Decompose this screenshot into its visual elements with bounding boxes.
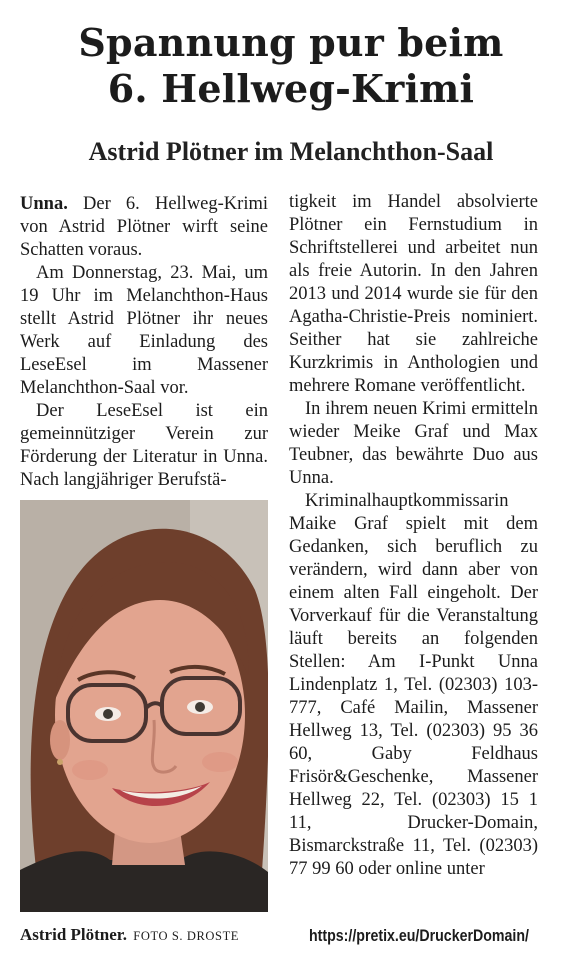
author-photo — [20, 500, 268, 912]
photo-credit: FOTO S. DROSTE — [133, 929, 240, 943]
caption-name: Astrid Plötner. — [20, 925, 128, 944]
paragraph-lese-esel: Der LeseEsel ist ein gemeinnütziger Verein zur Förderung der Literatur in Unna. Nach langjähriger Berufstä- — [20, 401, 268, 490]
paragraph-intro — [20, 193, 268, 262]
headline — [0, 20, 582, 112]
article-column-left — [20, 193, 268, 492]
paragraph-plot-and-tickets: Kriminalhauptkommissarin Maike Graf spielt mit dem Gedanken, sich beruflich zu verändern, wird dann aber von einem alten Fall eingeholt. Der Vorverkauf für die Veranstaltung läuft bereits an folgenden Stellen: Am I-Punkt Unna Lindenplatz 1, Tel. (02303) 103-777, Café Mailin, Massener Hellweg 13, Tel. (02303) 95 36 60, Gaby Feldhaus Frisör&Geschenke, Massener Hellweg 22, Tel. (02303) 15 1 11, Drucker-Domain, Bismarckstraße 11, Tel. (02303) 77 99 60 oder online unter — [289, 491, 538, 879]
headline-line-2: 6. Hellweg-Krimi — [107, 66, 475, 111]
subheadline: Astrid Plötner im Melanchthon-Saal — [88, 137, 494, 166]
paragraph-new-crime-novel: In ihrem neuen Krimi ermitteln wieder Meike Graf und Max Teubner, das bewährte Duo aus Unna. — [289, 399, 538, 488]
intro-text: Der 6. Hellweg-Krimi von Astrid Plötner wirft seine Schatten voraus. — [20, 194, 268, 260]
paragraph-event-details: Am Donnerstag, 23. Mai, um 19 Uhr im Melanchthon-Haus stellt Astrid Plötner ihr neues Werk auf Einladung des LeseEsel im Massener Melanchthon-Saal vor. — [20, 263, 268, 398]
photo-caption — [20, 924, 239, 947]
headline-line-1: Spannung pur beim — [78, 20, 504, 65]
article-column-right — [289, 191, 538, 881]
paragraph-lese-esel-continued: tigkeit im Handel absolvierte Plötner ein Fernstudium in Schriftstellerei und arbeitet nun als freie Autorin. In den Jahren 2013 und 2014 wurde sie für den Agatha-Christie-Preis nominiert. Seither hat sie zahlreiche Kurzkrimis in Anthologien und mehrere Romane veröffentlicht. — [289, 192, 538, 396]
ticket-url-link[interactable]: https://pretix.eu/DruckerDomain/ — [309, 927, 529, 945]
dateline: Unna. — [20, 194, 68, 214]
